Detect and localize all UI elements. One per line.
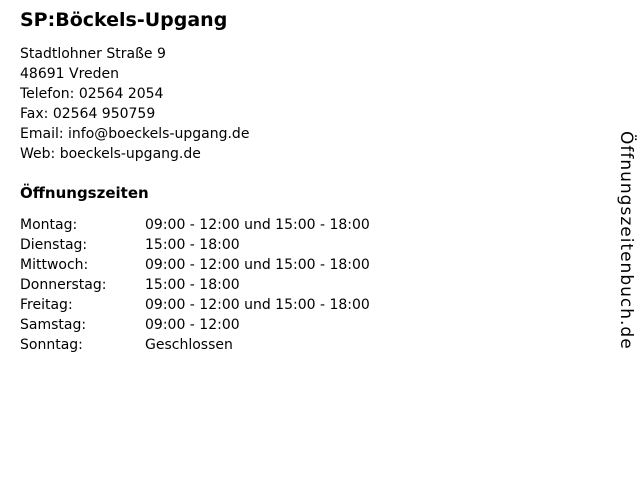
web-value: boeckels-upgang.de xyxy=(59,146,201,162)
email-label: Email: xyxy=(20,126,64,142)
fax-line xyxy=(20,104,640,124)
hours-day-thursday: Donnerstag: xyxy=(20,277,107,293)
fax-label: Fax: xyxy=(20,106,49,122)
phone-value: 02564 2054 xyxy=(78,86,164,102)
fax-value: 02564 950759 xyxy=(52,106,156,122)
phone-line xyxy=(20,84,640,104)
web-label: Web: xyxy=(20,146,56,162)
street-line xyxy=(20,44,640,64)
hours-time-wednesday: 09:00 - 12:00 und 15:00 - 18:00 xyxy=(145,257,370,273)
city-line xyxy=(20,64,640,84)
hours-time-saturday: 09:00 - 12:00 xyxy=(145,317,240,333)
hours-day-wednesday: Mittwoch: xyxy=(20,257,89,273)
hours-day-monday: Montag: xyxy=(20,217,78,233)
hours-time-friday: 09:00 - 12:00 und 15:00 - 18:00 xyxy=(145,297,370,313)
phone-label: Telefon: xyxy=(20,86,75,102)
hours-day-friday: Freitag: xyxy=(20,297,73,313)
hours-time-tuesday: 15:00 - 18:00 xyxy=(145,237,240,253)
page-title: SP:Böckels-Upgang xyxy=(20,9,228,31)
email-value: info@boeckels-upgang.de xyxy=(68,126,250,142)
opening-hours-heading: Öffnungszeiten xyxy=(20,184,149,202)
web-line xyxy=(20,144,640,164)
contact-block xyxy=(20,44,640,164)
hours-time-monday: 09:00 - 12:00 und 15:00 - 18:00 xyxy=(145,217,370,233)
street-text: Stadtlohner Straße 9 xyxy=(20,46,166,62)
city-text: 48691 Vreden xyxy=(20,66,119,82)
hours-day-tuesday: Dienstag: xyxy=(20,237,88,253)
brand-watermark: Öffnungszeitenbuch.de xyxy=(616,131,636,350)
hours-time-sunday: Geschlossen xyxy=(145,337,233,353)
email-line xyxy=(20,124,640,144)
hours-day-saturday: Samstag: xyxy=(20,317,87,333)
hours-day-sunday: Sonntag: xyxy=(20,337,83,353)
opening-hours-table xyxy=(20,215,640,355)
hours-time-thursday: 15:00 - 18:00 xyxy=(145,277,240,293)
